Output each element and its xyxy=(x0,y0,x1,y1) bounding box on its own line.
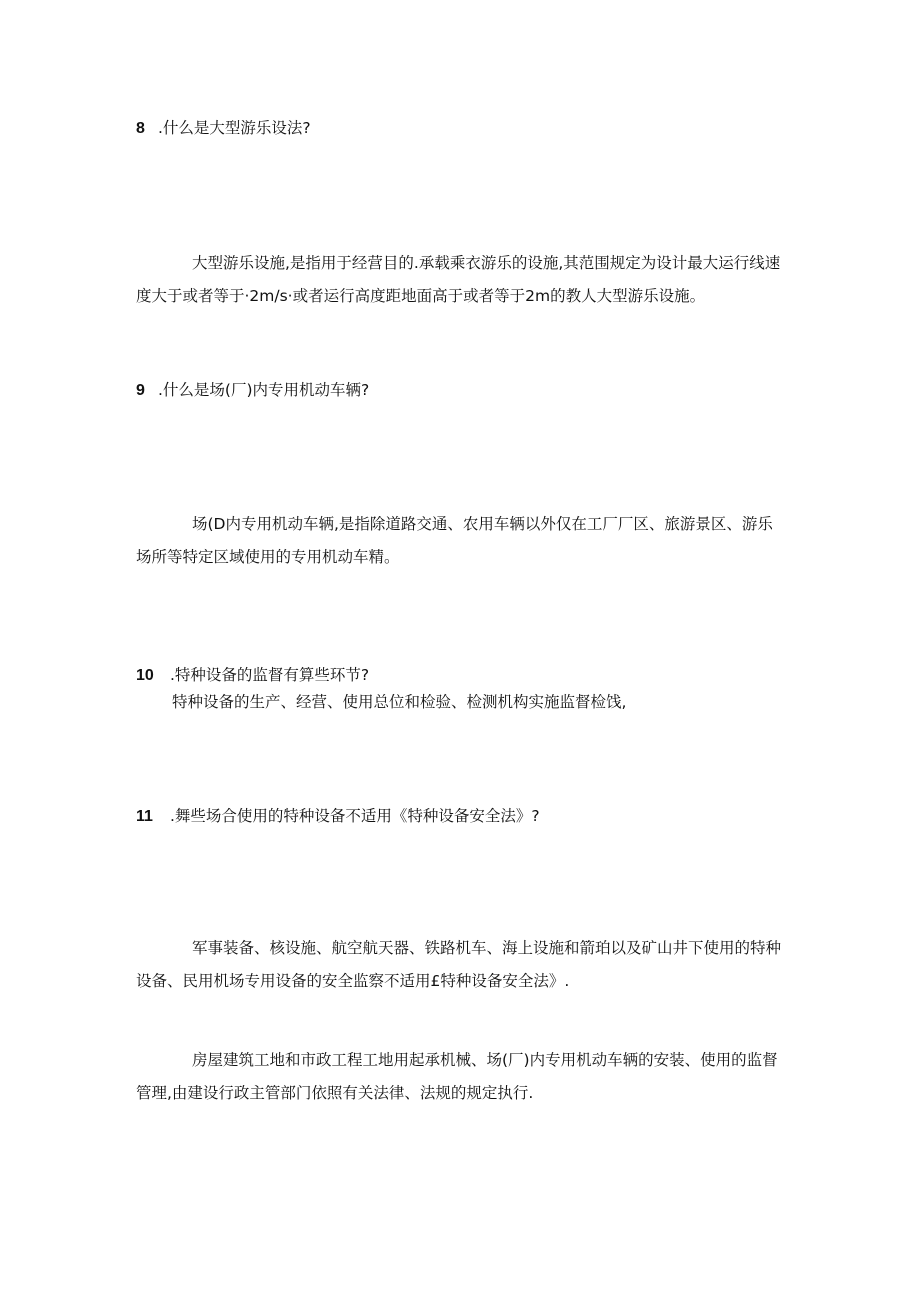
answer-paragraph: 特种设备的生产、经营、使用总位和检验、检测机构实施监督检饯, xyxy=(172,693,627,711)
question-text: .什么是场(厂)内专用机动车辆? xyxy=(158,381,370,399)
question-8-heading xyxy=(136,118,311,139)
question-text: .什么是大型游乐设法? xyxy=(158,119,311,137)
question-number: 11 xyxy=(136,808,153,825)
question-9-heading xyxy=(136,380,369,401)
answer-paragraph: 军事装备、核设施、航空航天器、铁路机车、海上设施和箭珀以及矿山井下使用的特种设备、民用机场专用设备的安全监察不适用£特种设备安全法》. xyxy=(136,939,782,990)
answer-paragraph: 场(D内专用机动车辆,是指除道路交通、农用车辆以外仅在工厂厂区、旅游景区、游乐场所等特定区域使用的专用机动车精。 xyxy=(136,515,773,566)
answer-paragraph: 大型游乐设施,是指用于经营目的.承载乘衣游乐的设施,其范围规定为设计最大运行线速度大于或者等于·2m∕s·或者运行高度距地面高于或者等于2m的教人大型游乐设施。 xyxy=(136,254,781,305)
question-number: 9 xyxy=(136,382,145,399)
question-text: .特种设备的监督有算些环节? xyxy=(170,666,370,684)
question-11-heading xyxy=(136,806,540,827)
question-number: 10 xyxy=(136,667,154,684)
question-number: 8 xyxy=(136,120,145,137)
question-text: .舞些场合使用的特种设备不适用《特种设备安全法》? xyxy=(170,807,540,825)
answer-paragraph: 房屋建筑工地和市政工程工地用起承机械、场(厂)内专用机动车辆的安装、使用的监督管理,由建设行政主管部门依照有关法律、法规的规定执行. xyxy=(136,1051,778,1102)
question-10-heading xyxy=(136,665,369,686)
